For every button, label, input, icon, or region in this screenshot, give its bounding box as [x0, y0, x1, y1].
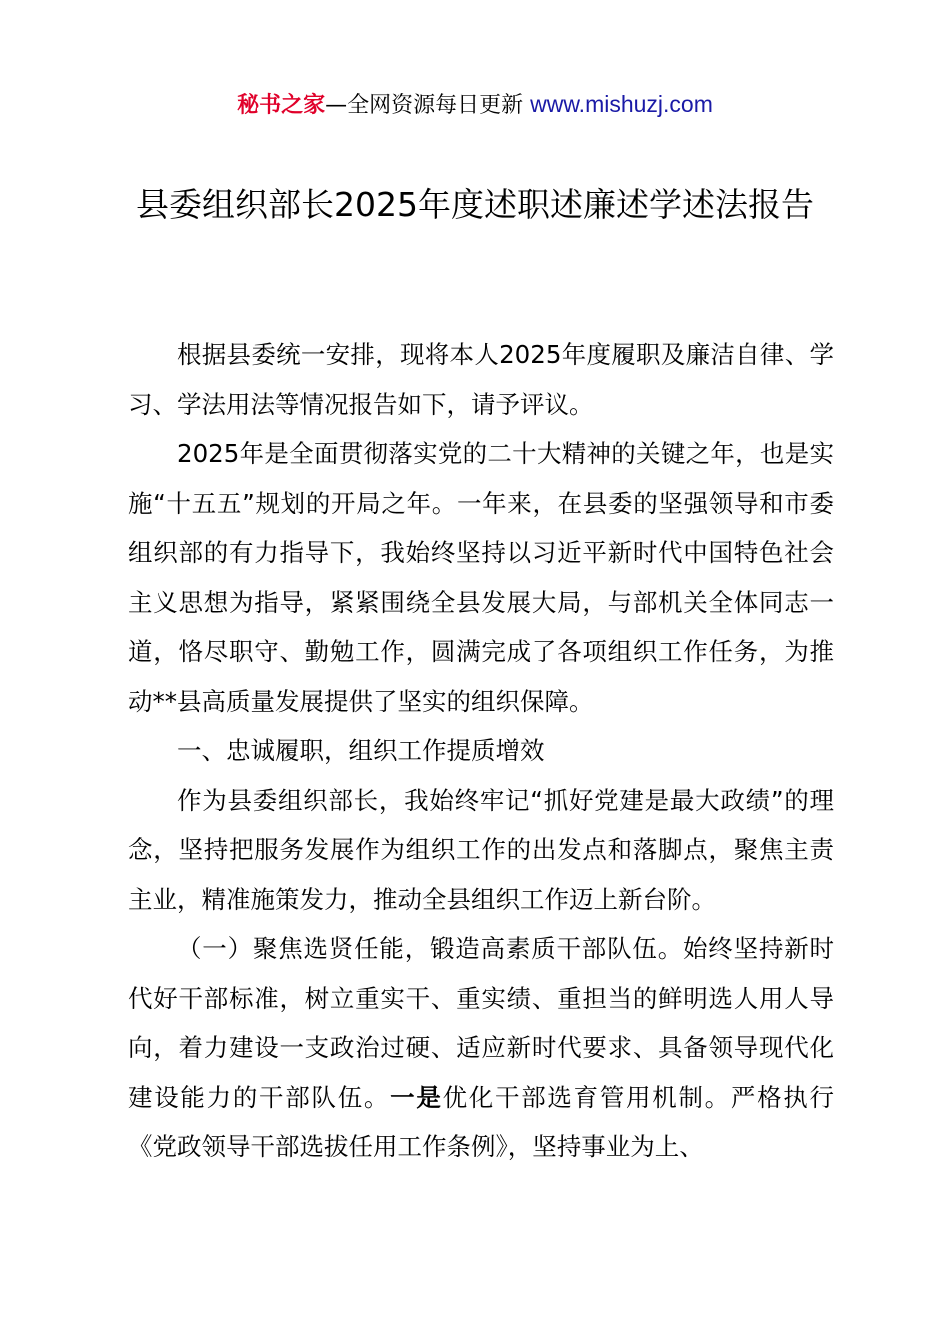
subsection-continuation: 优化干部选育管用机制。严格执行《党政领导干部选拔任用工作条例》，坚持事业为上、 [128, 1082, 835, 1161]
site-name: 秘书之家 [237, 93, 326, 118]
bold-lead-text: 一是 [390, 1082, 443, 1112]
site-header [0, 88, 950, 122]
paragraph-section-intro: 作为县委组织部长，我始终牢记“抓好党建是最大政绩”的理念，坚持把服务发展作为组织工作的出发点和落脚点，聚焦主责主业，精准施策发力，推动全县组织工作迈上新台阶。 [128, 785, 834, 914]
paragraph-subsection [128, 924, 834, 1172]
site-url-link[interactable]: www.mishuzj.com [530, 91, 713, 117]
paragraph-intro: 根据县委统一安排，现将本人2025年度履职及廉洁自律、学习、学法用法等情况报告如下，请予评议。 [128, 340, 834, 419]
document-title: 县委组织部长2025年度述职述廉述学述法报告 [136, 185, 814, 224]
document-body [128, 330, 834, 1172]
section-heading: 一、忠诚履职，组织工作提质增效 [177, 736, 545, 765]
site-tagline: —全网资源每日更新 [325, 93, 531, 118]
subsection-text: （一）聚焦选贤任能，锻造高素质干部队伍。始终坚持新时代好干部标准，树立重实干、重实绩、重担当的鲜明选人用人导向，着力建设一支政治过硬、适应新时代要求、具备领导现代化建设能力的干部队伍。 [128, 934, 834, 1112]
paragraph-overview: 2025年是全面贯彻落实党的二十大精神的关键之年，也是实施“十五五”规划的开局之年。一年来，在县委的坚强领导和市委组织部的有力指导下，我始终坚持以习近平新时代中国特色社会主义思想为指导，紧紧围绕全县发展大局，与部机关全体同志一道，恪尽职守、勤勉工作，圆满完成了各项组织工作任务，为推动**县高质量发展提供了坚实的组织保障。 [128, 439, 834, 716]
